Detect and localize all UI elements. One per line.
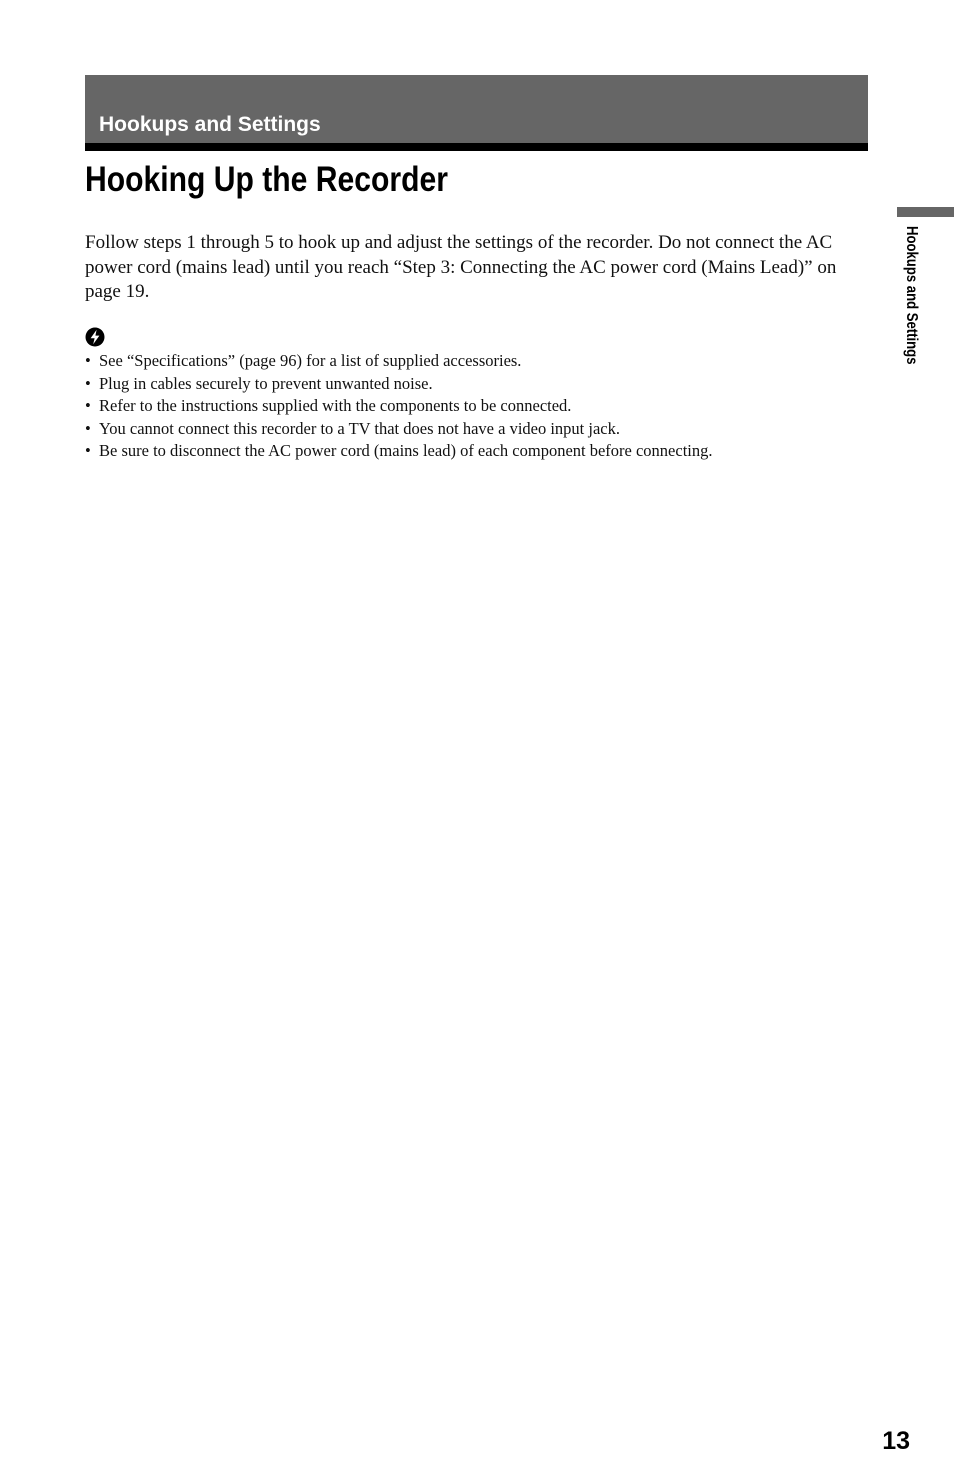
note-item: • Be sure to disconnect the AC power cord (mains lead) of each component before connecting. [85,440,865,463]
page-number: 13 [882,1427,910,1455]
hint-icon [85,327,105,347]
section-header-bar [85,75,868,143]
note-item: • You cannot connect this recorder to a TV that does not have a video input jack. [85,418,865,441]
note-item: • Refer to the instructions supplied with the components to be connected. [85,395,865,418]
side-tab-bar [897,207,954,217]
section-header-title: Hookups and Settings [99,113,321,136]
side-tab-label: Hookups and Settings [903,226,920,365]
intro-paragraph: Follow steps 1 through 5 to hook up and adjust the settings of the recorder. Do not connect the AC power cord (mains lead) until you reach “Step 3: Connecting the AC power cord (Mains Lead)” on page 19. [85,232,837,302]
note-item: • See “Specifications” (page 96) for a list of supplied accessories. [85,350,865,373]
note-item: • Plug in cables securely to prevent unwanted noise. [85,373,865,396]
page-title: Hooking Up the Recorder [85,160,448,199]
section-header-rule [85,143,868,151]
notes-list [85,350,865,463]
